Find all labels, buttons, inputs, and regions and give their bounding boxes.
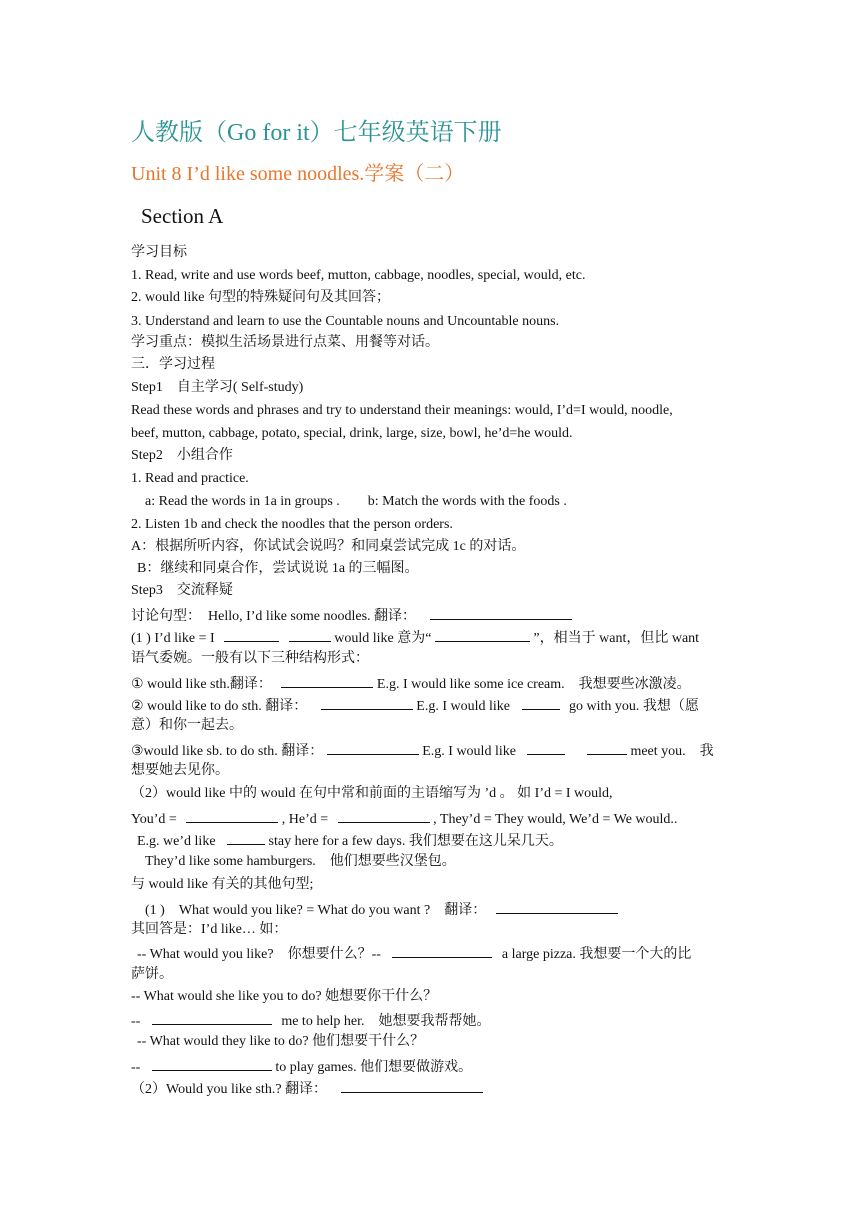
dialog-line (137, 943, 691, 964)
answer-blank[interactable] (435, 627, 530, 642)
step2-item-1-sub: a: Read the words in 1a in groups . b: Match the words with the foods . (145, 494, 567, 509)
text-span: E.g. I would like some ice cream. 我想要些冰激凌。 (376, 677, 691, 692)
answer-blank[interactable] (496, 899, 618, 914)
example-line (137, 830, 563, 851)
text-span: (1 ) What would you like? = What do you want ? 翻译： (145, 903, 487, 918)
text-span: E.g. I would like (416, 699, 510, 714)
text-span: , They’d = They would, We’d = We would.. (433, 812, 678, 827)
dialog-line (131, 1010, 491, 1031)
dialog-line: -- What would she like you to do? 她想要你干什么？ (131, 989, 438, 1004)
structure-3-line (131, 740, 714, 761)
step3-heading: Step3 交流释疑 (131, 583, 233, 598)
text-span: E.g. we’d like (137, 834, 216, 849)
text-span: E.g. I would like (422, 744, 516, 759)
key-points: 学习重点：模拟生活场景进行点菜、用餐等对话。 (131, 335, 439, 350)
answer-blank[interactable] (527, 740, 565, 755)
answer-blank[interactable] (281, 673, 373, 688)
answer-blank[interactable] (152, 1010, 272, 1025)
answer-blank[interactable] (289, 627, 331, 642)
text-span: to play games. 他们想要做游戏。 (275, 1060, 473, 1075)
document-title: 人教版（Go for it）七年级英语下册 (131, 120, 502, 146)
step1-instruction-line1 (131, 402, 731, 420)
structure-1-line (131, 673, 691, 694)
text-line: 其回答是：I’d like… 如： (131, 922, 288, 937)
would-like-meaning-line (131, 627, 699, 648)
text-span: ② would like to do sth. 翻译： (131, 699, 308, 714)
answer-blank[interactable] (224, 627, 279, 642)
text-span: (1 ) I’d like = I (131, 631, 215, 646)
text-span: ③would like sb. to do sth. 翻译： (131, 744, 324, 759)
text-span: stay here for a few days. 我们想要在这儿呆几天。 (268, 834, 563, 849)
objectives-heading: 学习目标 (131, 245, 187, 260)
answer-blank[interactable] (327, 740, 419, 755)
step2-item-1: 1. Read and practice. (131, 471, 249, 486)
step2-heading: Step2 小组合作 (131, 448, 233, 463)
section-heading: Section A (141, 204, 224, 228)
text-span: go with you. 我想（愿 (569, 699, 699, 714)
step1-heading: Step1 自主学习( Self-study) (131, 380, 304, 395)
answer-blank[interactable] (587, 740, 627, 755)
text-line: 萨饼。 (131, 967, 173, 982)
dialog-line (131, 1056, 472, 1077)
answer-blank[interactable] (522, 695, 560, 710)
related-patterns-heading: 与 would like 有关的其他句型; (131, 877, 314, 892)
process-heading: 三．学习过程 (131, 357, 215, 372)
step2-item-2: 2. Listen 1b and check the noodles that the person orders. (131, 517, 453, 532)
objective-1: 1. Read, write and use words beef, mutton, cabbage, noodles, special, would, etc. (131, 268, 586, 283)
text-span: -- What would you like? 你想要什么？-- (137, 947, 381, 962)
example-line: They’d like some hamburgers. 他们想要些汉堡包。 (145, 854, 456, 869)
answer-blank[interactable] (186, 808, 278, 823)
text-span: me to help her. 她想要我帮帮她。 (281, 1014, 491, 1029)
step1-instruction-line2: beef, mutton, cabbage, potato, special, drink, large, size, bowl, he’d=he would. (131, 426, 573, 441)
structure-2-line (131, 695, 699, 716)
text-span: -- (131, 1060, 141, 1075)
answer-blank[interactable] (341, 1078, 483, 1093)
answer-blank[interactable] (392, 943, 492, 958)
contraction-line: （2）would like 中的 would 在句中常和前面的主语缩写为 ’d 。 如 I’d = I would, (131, 786, 613, 801)
text-span: Read these words and phrases and try to understand their meanings: would, I’d=I would, noodle, (131, 403, 673, 418)
text-span: （2）Would you like sth.? 翻译： (131, 1082, 328, 1097)
text-line: 语气委婉。一般有以下三种结构形式： (131, 651, 369, 666)
unit-title: Unit 8 I’d like some noodles.学案（二） (131, 163, 465, 185)
text-line: 想要她去见你。 (131, 763, 229, 778)
answer-blank[interactable] (152, 1056, 272, 1071)
pattern-1-line (145, 899, 618, 920)
objective-2: 2. would like 句型的特殊疑问句及其回答； (131, 290, 390, 305)
answer-blank[interactable] (321, 695, 413, 710)
answer-blank[interactable] (227, 830, 265, 845)
contraction-examples (131, 808, 677, 829)
pattern-2-line (131, 1078, 483, 1099)
text-span: , He’d = (281, 812, 329, 827)
step2-item-a: A：根据所听内容，你试试会说吗？和同桌尝试完成 1c 的对话。 (131, 539, 526, 554)
text-span: 讨论句型： Hello, I’d like some noodles. 翻译： (131, 609, 417, 624)
dialog-line: -- What would they like to do? 他们想要干什么？ (137, 1034, 425, 1049)
text-span: would like 意为“ (334, 631, 432, 646)
text-span: -- (131, 1014, 141, 1029)
step2-item-b: B：继续和同桌合作，尝试说说 1a 的三幅图。 (137, 561, 419, 576)
text-span: a large pizza. 我想要一个大的比 (501, 947, 692, 962)
objective-3: 3. Understand and learn to use the Countable nouns and Uncountable nouns. (131, 314, 560, 329)
answer-blank[interactable] (338, 808, 430, 823)
text-span: meet you. 我 (630, 744, 714, 759)
text-line: 意）和你一起去。 (131, 718, 243, 733)
answer-blank[interactable] (430, 605, 572, 620)
text-span: ”，相当于 want，但比 want (533, 631, 700, 646)
text-span: You’d = (131, 812, 177, 827)
discuss-line (131, 605, 572, 626)
text-span: ① would like sth.翻译： (131, 677, 272, 692)
